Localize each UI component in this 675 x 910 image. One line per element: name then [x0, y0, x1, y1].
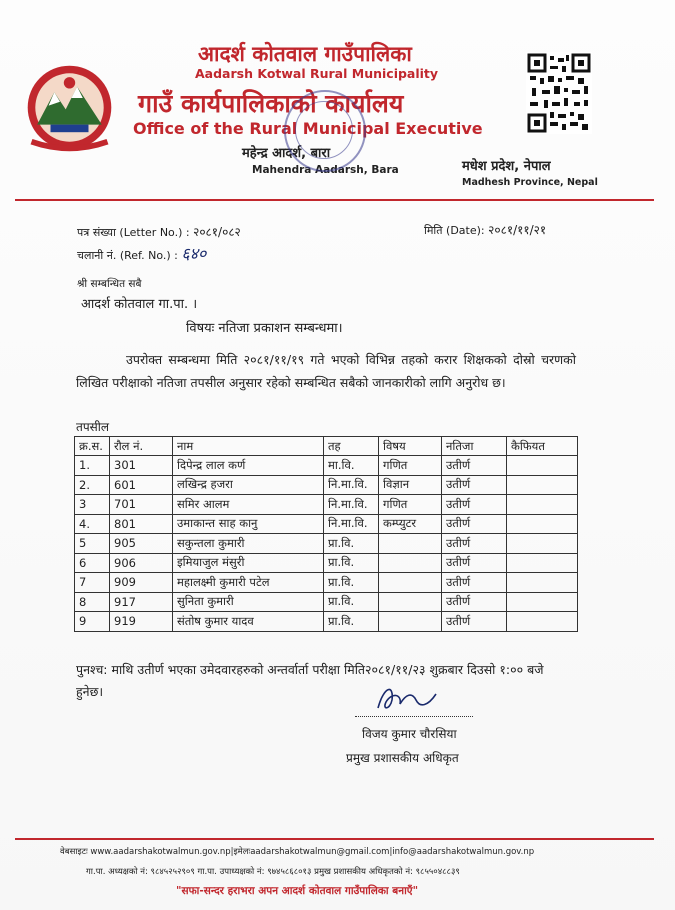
letter-number-row: [77, 223, 241, 240]
cell-serial: 1.: [75, 456, 110, 476]
address-np: महेन्द्र आदर्श, बारा: [242, 146, 331, 161]
recipient-line-1: श्री सम्बन्धित सबै: [77, 278, 142, 290]
cell-level: मा.वि.: [324, 456, 379, 476]
col-subject: विषय: [379, 437, 442, 456]
cell-name: इमियाजुल मंसुरी: [173, 553, 324, 573]
cell-subject: [379, 534, 442, 554]
cell-remarks: [507, 495, 578, 515]
cell-remarks: [507, 553, 578, 573]
col-remarks: कैफियत: [507, 437, 578, 456]
table-row: [75, 495, 578, 515]
postscript: पुनश्च: माथि उतीर्ण भएका उमेदवारहरुको अन्तर्वार्ता परीक्षा मिति२०८१/११/२३ शुक्रबार दिउसो १:०० बजे हुनेछ।: [76, 662, 544, 699]
cell-level: प्रा.वि.: [324, 592, 379, 612]
cell-remarks: [507, 612, 578, 632]
signatory-name: विजय कुमार चौरसिया: [362, 727, 457, 741]
cell-level: नि.मा.वि.: [324, 475, 379, 495]
cell-roll: 601: [110, 475, 173, 495]
col-serial: क्र.स.: [75, 437, 110, 456]
cell-roll: 905: [110, 534, 173, 554]
cell-roll: 801: [110, 514, 173, 534]
cell-level: नि.मा.वि.: [324, 495, 379, 515]
signature-mark: [372, 680, 442, 716]
cell-level: प्रा.वि.: [324, 534, 379, 554]
date-value: २०८१/११/२१: [488, 223, 547, 237]
cell-subject: [379, 573, 442, 593]
col-level: तह: [324, 437, 379, 456]
results-table: [74, 436, 578, 632]
footer-contact-line: वेबसाइटः www.aadarshakotwalmun.gov.np|इमेलःaadarshakotwalmun@gmail.com|info@aadarshakotwalmun.gov.np: [60, 847, 535, 857]
address-en: Mahendra Aadarsh, Bara: [252, 164, 399, 176]
cell-roll: 909: [110, 573, 173, 593]
letter-number: २०८१/०८२: [193, 225, 241, 239]
cell-subject: [379, 612, 442, 632]
col-name: नाम: [173, 437, 324, 456]
cell-name: लखिन्द्र हजरा: [173, 475, 324, 495]
cell-result: उतीर्ण: [442, 553, 507, 573]
table-row: [75, 612, 578, 632]
cell-remarks: [507, 514, 578, 534]
office-stamp-icon: [284, 90, 366, 172]
cell-result: उतीर्ण: [442, 573, 507, 593]
date-row: [424, 221, 546, 238]
cell-subject: [379, 592, 442, 612]
cell-serial: 3: [75, 495, 110, 515]
cell-serial: 6: [75, 553, 110, 573]
cell-remarks: [507, 456, 578, 476]
table-header-row: [75, 437, 578, 456]
signature-line: [355, 716, 473, 717]
cell-name: सकुन्तला कुमारी: [173, 534, 324, 554]
recipient-line-2: आदर्श कोतवाल गा.पा. ।: [81, 297, 198, 312]
cell-result: उतीर्ण: [442, 495, 507, 515]
cell-level: प्रा.वि.: [324, 573, 379, 593]
signatory-title: प्रमुख प्रशासकीय अधिकृत: [346, 751, 459, 765]
office-name-en: Office of the Rural Municipal Executive: [133, 119, 483, 138]
date-label: मिति (Date):: [424, 224, 485, 237]
cell-result: उतीर्ण: [442, 534, 507, 554]
cell-roll: 906: [110, 553, 173, 573]
table-row: [75, 456, 578, 476]
cell-serial: 4.: [75, 514, 110, 534]
table-caption: तपसील: [76, 420, 110, 434]
cell-serial: 8: [75, 592, 110, 612]
cell-serial: 7: [75, 573, 110, 593]
cell-subject: कम्प्युटर: [379, 514, 442, 534]
cell-remarks: [507, 534, 578, 554]
subject-line: विषयः नतिजा प्रकाशन सम्बन्धमा।: [186, 321, 343, 336]
cell-name: संतोष कुमार यादव: [173, 612, 324, 632]
table-row: [75, 553, 578, 573]
cell-remarks: [507, 573, 578, 593]
body-paragraph: उपरोक्त सम्बन्धमा मिति २०८१/११/१९ गते भएको विभिन्न तहको करार शिक्षकको दोस्रो चरणको लिखित परीक्षाको नतिजा तपसील अनुसार रहेको सम्बन्धित सबैको जानकारीको लागि अनुरोध छ।: [76, 352, 576, 390]
cell-name: सुनिता कुमारी: [173, 592, 324, 612]
cell-serial: 2.: [75, 475, 110, 495]
cell-level: प्रा.वि.: [324, 612, 379, 632]
municipality-name-np: आदर्श कोतवाल गाउँपालिका: [198, 42, 412, 66]
cell-result: उतीर्ण: [442, 456, 507, 476]
cell-serial: 5: [75, 534, 110, 554]
cell-result: उतीर्ण: [442, 612, 507, 632]
footer-phone-line: गा.पा. अध्यक्षको नं: ९८४५२५२९०९ गा.पा. उपाध्यक्षको नं: ९७४५८६८०१३ प्रमुख प्रशासकीय अधिकृतको नं: ९८५५०४८८३९: [86, 867, 460, 877]
cell-subject: गणित: [379, 456, 442, 476]
reference-number-row: [77, 242, 206, 264]
table-row: [75, 573, 578, 593]
qr-code-icon: [526, 52, 592, 134]
cell-result: उतीर्ण: [442, 592, 507, 612]
municipality-name-en: Aadarsh Kotwal Rural Municipality: [195, 66, 439, 81]
province-en: Madhesh Province, Nepal: [462, 177, 598, 188]
cell-roll: 701: [110, 495, 173, 515]
cell-roll: 917: [110, 592, 173, 612]
cell-subject: विज्ञान: [379, 475, 442, 495]
office-name-np: गाउँ कार्यपालिकाको कार्यालय: [138, 89, 404, 118]
nepal-emblem-icon: [22, 60, 117, 155]
cell-name: दिपेन्द्र लाल कर्ण: [173, 456, 324, 476]
cell-roll: 919: [110, 612, 173, 632]
cell-name: महालक्ष्मी कुमारी पटेल: [173, 573, 324, 593]
cell-level: प्रा.वि.: [324, 553, 379, 573]
cell-result: उतीर्ण: [442, 475, 507, 495]
cell-name: समिर आलम: [173, 495, 324, 515]
cell-subject: [379, 553, 442, 573]
cell-name: उमाकान्त साह कानु: [173, 514, 324, 534]
cell-subject: गणित: [379, 495, 442, 515]
cell-remarks: [507, 592, 578, 612]
table-row: [75, 534, 578, 554]
letter-number-label: पत्र संख्या (Letter No.) :: [77, 226, 190, 239]
col-result: नतिजा: [442, 437, 507, 456]
cell-roll: 301: [110, 456, 173, 476]
footer-slogan: "सफा-सन्दर हराभरा अपन आदर्श कोतवाल गाउँपालिका बनाएँ": [176, 885, 419, 897]
table-row: [75, 514, 578, 534]
reference-number: ६४०: [181, 244, 207, 263]
table-row: [75, 592, 578, 612]
reference-number-label: चलानी नं. (Ref. No.) :: [77, 249, 178, 262]
col-roll: रौल नं.: [110, 437, 173, 456]
cell-level: नि.मा.वि.: [324, 514, 379, 534]
province-np: मधेश प्रदेश, नेपाल: [462, 159, 551, 174]
table-row: [75, 475, 578, 495]
footer-divider: [15, 838, 654, 840]
cell-remarks: [507, 475, 578, 495]
cell-result: उतीर्ण: [442, 514, 507, 534]
header-divider: [15, 199, 654, 201]
cell-serial: 9: [75, 612, 110, 632]
